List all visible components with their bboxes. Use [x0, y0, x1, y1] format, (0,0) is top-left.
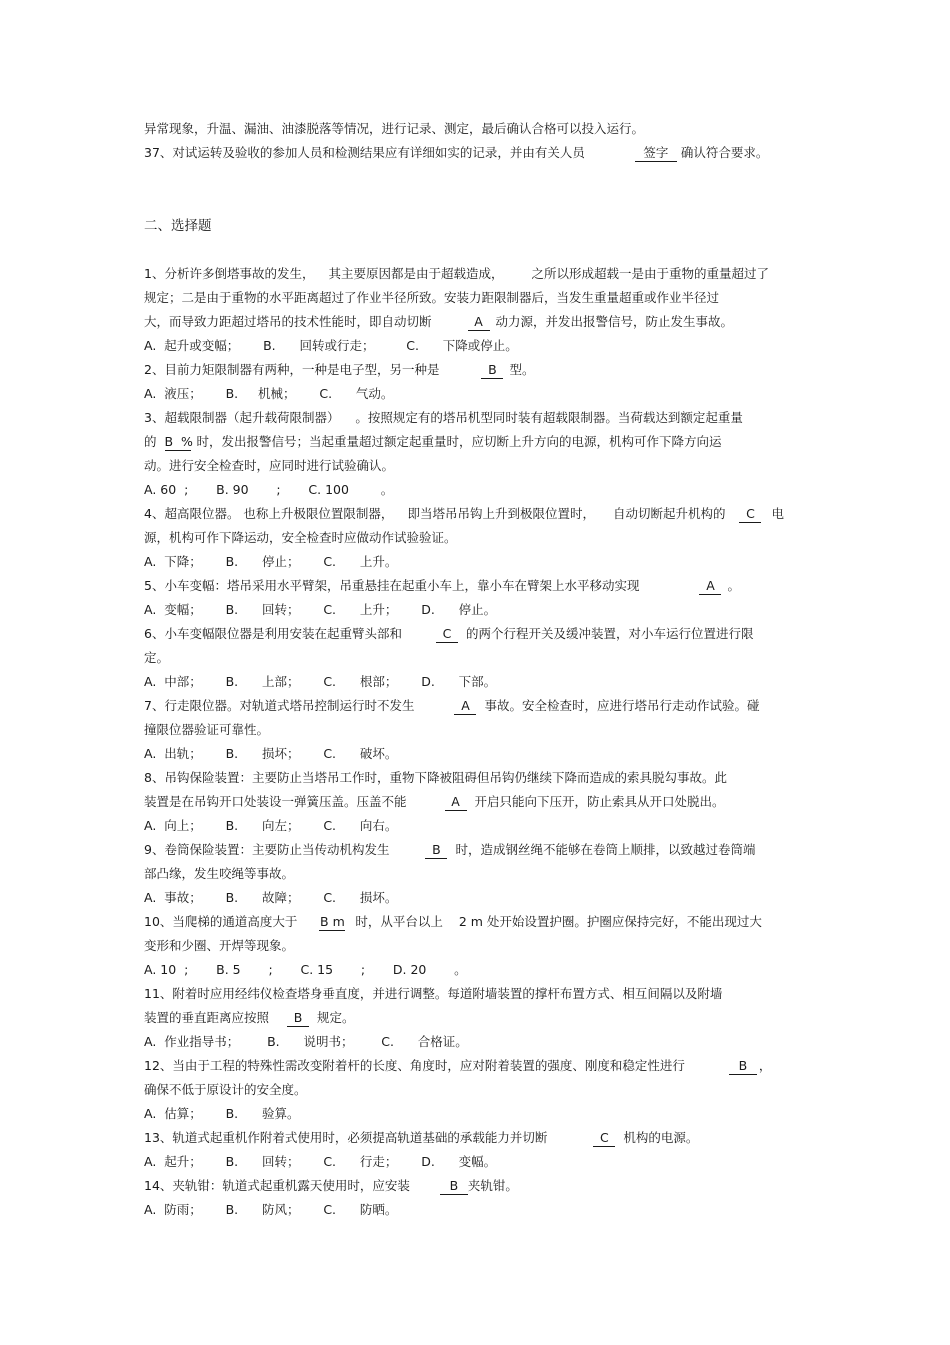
answer-blank: B: [425, 842, 447, 859]
answer-blank: A: [445, 794, 467, 811]
answer-blank: B: [481, 362, 503, 379]
question-line: 装置是在吊钩开口处装设一弹簧压盖。压盖不能 A 开启只能向下压开，防止索具从开口处脱出。: [144, 794, 725, 809]
section-heading: 二、选择题: [144, 218, 212, 234]
answer-blank: B: [729, 1058, 757, 1075]
question-line: 撞限位器验证可靠性。: [144, 722, 270, 737]
question-line: 10、当爬梯的通道高度大于 B m 时，从平台以上 2 m 处开始设置护圈。护圈应保持完好，不能出现过大: [144, 914, 762, 929]
options-line: A. 防雨； B. 防风； C. 防晒。: [144, 1202, 398, 1217]
question-line: 8、吊钩保险装置：主要防止当塔吊工作时，重物下降被阻碍但吊钩仍继续下降而造成的索具脱勾事故。此: [144, 770, 727, 785]
options-line: A. 起升或变幅； B. 回转或行走； C. 下降或停止。: [144, 338, 518, 353]
options-line: A. 出轨； B. 损坏； C. 破坏。: [144, 746, 398, 761]
options-line: A. 中部； B. 上部； C. 根部； D. 下部。: [144, 674, 497, 689]
answer-blank: A: [454, 698, 476, 715]
question-line: 的 B % 时，发出报警信号；当起重量超过额定起重量时，应切断上升方向的电源，机构可作下降方向运: [144, 434, 722, 449]
question-line: 1、分析许多倒塔事故的发生， 其主要原因都是由于超载造成， 之所以形成超载一是由于重物的重量超过了: [144, 266, 769, 281]
question-line: 3、超载限制器（起升载荷限制器） 。按照规定有的塔吊机型同时装有超载限制器。当荷载达到额定起重量: [144, 410, 743, 425]
options-line: A. 向上； B. 向左； C. 向右。: [144, 818, 398, 833]
answer-blank: A: [468, 314, 490, 331]
question-line: 14、夹轨钳：轨道式起重机露天使用时，应安装 B 夹轨钳。: [144, 1178, 518, 1193]
question-line: 7、行走限位器。对轨道式塔吊控制运行时不发生 A 事故。安全检查时，应进行塔吊行走动作试验。碰: [144, 698, 760, 713]
question-line: 12、当由于工程的特殊性需改变附着杆的长度、角度时，应对附着装置的强度、刚度和稳定性进行 B ，: [144, 1058, 772, 1073]
question-line: 13、轨道式起重机作附着式使用时，必须提高轨道基础的承载能力并切断 C 机构的电源。: [144, 1130, 699, 1145]
question-line: 6、小车变幅限位器是利用安装在起重臂头部和 C 的两个行程开关及缓冲装置，对小车运行位置进行限: [144, 626, 754, 641]
options-line: A. 60 ; B. 90 ; C. 100 。: [144, 482, 394, 497]
question-line: 定。: [144, 650, 170, 665]
question-line: 源，机构可作下降运动，安全检查时应做动作试验验证。: [144, 530, 457, 545]
answer-blank: C: [739, 506, 761, 523]
answer-blank: C: [593, 1130, 615, 1147]
options-line: A. 作业指导书； B. 说明书； C. 合格证。: [144, 1034, 468, 1049]
answer-blank: 签字: [635, 145, 677, 162]
answer-blank: A: [699, 578, 721, 595]
question-line: 变形和少圈、开焊等现象。: [144, 938, 295, 953]
options-line: A. 起升； B. 回转； C. 行走； D. 变幅。: [144, 1154, 497, 1169]
options-line: A. 下降； B. 停止； C. 上升。: [144, 554, 398, 569]
options-line: A. 变幅； B. 回转； C. 上升； D. 停止。: [144, 602, 497, 617]
answer-blank: B: [440, 1178, 468, 1195]
question-line: 4、超高限位器。 也称上升极限位置限制器， 即当塔吊吊钩上升到极限位置时， 自动切断起升机构的 C 电: [144, 506, 784, 521]
question-line: 9、卷筒保险装置：主要防止当传动机构发生 B 时，造成钢丝绳不能够在卷筒上顺排，以致越过卷筒端: [144, 842, 756, 857]
question-line: 部凸缘，发生咬绳等事故。: [144, 866, 295, 881]
text-line: 37、对试运转及验收的参加人员和检测结果应有详细如实的记录，并由有关人员 签字 确认符合要求。: [144, 145, 769, 160]
question-line: 大，而导致力距超过塔吊的技术性能时，即自动切断 A 动力源，并发出报警信号，防止发生事故。: [144, 314, 734, 329]
options-line: A. 液压； B. 机械； C. 气动。: [144, 386, 394, 401]
question-line: 11、附着时应用经纬仪检查塔身垂直度，并进行调整。每道附墙装置的撑杆布置方式、相互间隔以及附墙: [144, 986, 723, 1001]
answer-blank: B m: [320, 914, 345, 929]
answer-blank: C: [436, 626, 458, 643]
text-line: 异常现象，升温、漏油、油漆脱落等情况，进行记录、测定，最后确认合格可以投入运行。: [144, 121, 645, 136]
answer-blank: B: [287, 1010, 309, 1027]
question-line: 2、目前力矩限制器有两种，一种是电子型，另一种是 B 型。: [144, 362, 535, 377]
options-line: A. 10 ; B. 5 ; C. 15 ; D. 20 。: [144, 962, 467, 977]
question-line: 确保不低于原设计的安全度。: [144, 1082, 307, 1097]
question-line: 动。进行安全检查时，应同时进行试验确认。: [144, 458, 395, 473]
options-line: A. 估算； B. 验算。: [144, 1106, 300, 1121]
question-line: 规定；二是由于重物的水平距离超过了作业半径所致。安装力距限制器后，当发生重量超重或作业半径过: [144, 290, 720, 305]
answer-blank: B %: [164, 434, 193, 449]
options-line: A. 事故； B. 故障； C. 损坏。: [144, 890, 398, 905]
question-line: 5、小车变幅：塔吊采用水平臂架，吊重悬挂在起重小车上，靠小车在臂架上水平移动实现 A 。: [144, 578, 740, 593]
question-line: 装置的垂直距离应按照 B 规定。: [144, 1010, 355, 1025]
